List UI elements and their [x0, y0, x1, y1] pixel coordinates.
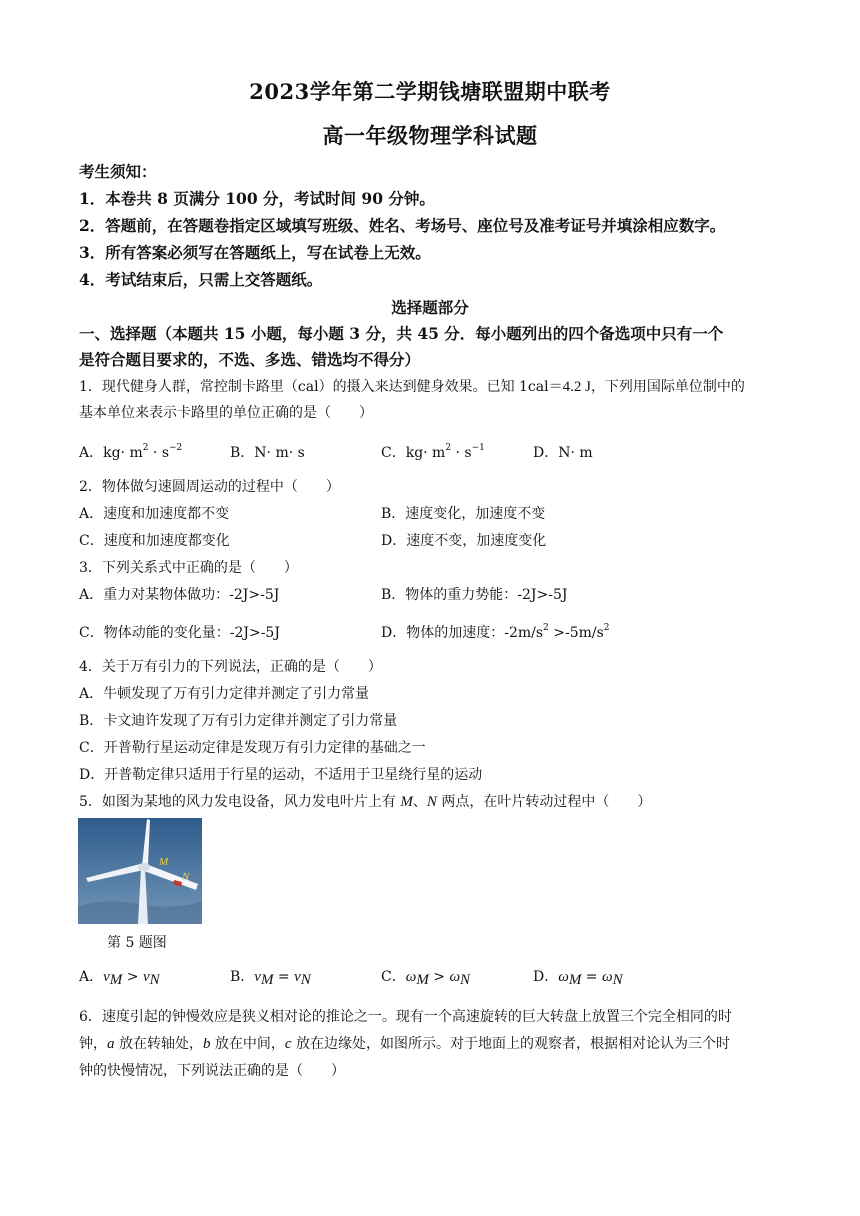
- notice-item-4: 4．考试结束后，只需上交答题纸。: [79, 270, 323, 289]
- q3-option-b: B．物体的重力势能：-2J>-5J: [381, 587, 568, 603]
- exam-title: 2023学年第二学期钱塘联盟期中联考: [249, 79, 611, 104]
- q1-stem-line2: 基本单位来表示卡路里的单位正确的是（ ）: [79, 405, 373, 421]
- q3-option-a: A．重力对某物体做功：-2J>-5J: [79, 587, 280, 603]
- fig-label-n: N: [182, 871, 190, 883]
- q4-stem: 4．关于万有引力的下列说法，正确的是（ ）: [79, 659, 382, 675]
- q5-option-c: C．$\omega_M > \omega_N$: [381, 969, 471, 988]
- q4-option-d: D．开普勒定律只适用于行星的运动，不适用于卫星绕行星的运动: [79, 767, 483, 783]
- q2-option-b: B．速度变化，加速度不变: [381, 506, 546, 522]
- q3-stem: 3．下列关系式中正确的是（ ）: [79, 560, 298, 576]
- q3-option-c: C．物体动能的变化量：-2J>-5J: [79, 625, 280, 641]
- q5-stem: 5．如图为某地的风力发电设备，风力发电叶片上有 M、N 两点，在叶片转动过程中（ ）: [79, 794, 652, 810]
- notice-heading: 考生须知：: [79, 162, 157, 181]
- q2-option-d: D．速度不变，加速度变化: [381, 533, 547, 549]
- q3-option-d: D．物体的加速度：$-2m/s^2 >-5m/s^2$: [381, 623, 610, 641]
- q1-stem-line1: 1．现代健身人群，常控制卡路里（cal）的摄入来达到健身效果。已知 1cal＝4.2 J，下列用国际单位制中的: [79, 379, 745, 395]
- fig-label-m: M: [159, 856, 169, 868]
- q1-option-d: D．N· m: [533, 445, 593, 461]
- q1-option-c: C．$kg\cdot m^2 \cdot s^{-1}$: [381, 443, 485, 461]
- q1-option-b: B．N· m· s: [230, 445, 305, 461]
- notice-item-2: 2．答题前，在答题卷指定区域填写班级、姓名、考场号、座位号及准考证号并填涂相应数字。: [79, 216, 726, 235]
- wind-turbine-figure: [78, 818, 202, 924]
- section-instructions-2: 是符合题目要求的，不选、多选、错选均不得分）: [79, 350, 421, 369]
- q6-stem-line3: 钟的快慢情况，下列说法正确的是（ ）: [79, 1063, 345, 1079]
- q1-option-a: A．$kg\cdot m^2 \cdot s^{-2}$: [79, 443, 183, 461]
- section-instructions-1: 一、选择题（本题共 15 小题，每小题 3 分，共 45 分．每小题列出的四个备选项中只有一个: [79, 324, 724, 343]
- q2-option-a: A．速度和加速度都不变: [79, 506, 230, 522]
- q2-option-c: C．速度和加速度都变化: [79, 533, 230, 549]
- q4-option-c: C．开普勒行星运动定律是发现万有引力定律的基础之一: [79, 740, 426, 756]
- q4-option-a: A．牛顿发现了万有引力定律并测定了引力常量: [79, 686, 370, 702]
- exam-subtitle: 高一年级物理学科试题: [322, 123, 538, 148]
- q5-option-a: A．$v_M > v_N$: [79, 969, 160, 988]
- q2-stem: 2．物体做匀速圆周运动的过程中（ ）: [79, 479, 340, 495]
- wind-turbine-image: [78, 818, 202, 924]
- q6-stem-line2: 钟，a 放在转轴处，b 放在中间，c 放在边缘处，如图所示。对于地面上的观察者，根据相对论认为三个时: [79, 1036, 731, 1052]
- q5-option-d: D．$\omega_M = \omega_N$: [533, 969, 623, 988]
- q5-option-b: B．$v_M = v_N$: [230, 969, 311, 988]
- turbine-hub: [138, 863, 150, 871]
- q4-option-b: B．卡文迪许发现了万有引力定律并测定了引力常量: [79, 713, 398, 729]
- part-title: 选择题部分: [391, 298, 469, 317]
- figure-caption: 第 5 题图: [107, 935, 167, 951]
- notice-item-3: 3．所有答案必须写在答题纸上，写在试卷上无效。: [79, 243, 431, 262]
- notice-item-1: 1．本卷共 8 页满分 100 分，考试时间 90 分钟。: [79, 189, 435, 208]
- q6-stem-line1: 6．速度引起的钟慢效应是狭义相对论的推论之一。现有一个高速旋转的巨大转盘上放置三个完全相同的时: [79, 1009, 732, 1025]
